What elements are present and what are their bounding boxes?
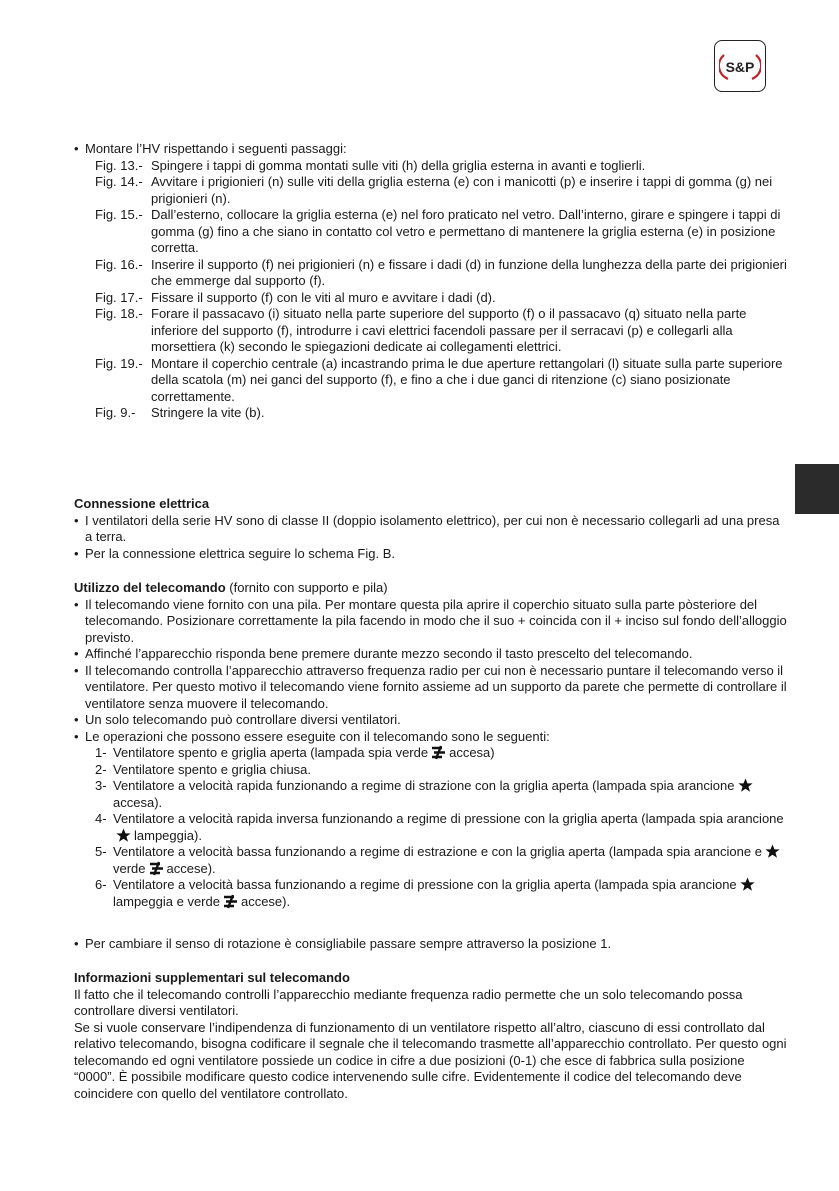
fig-step [74, 290, 789, 307]
remote-bullet: • Un solo telecomando può controllare diversi ventilatori. [74, 712, 789, 729]
logo-graphic [719, 48, 761, 84]
operation-text: verde [113, 860, 146, 876]
operation-text: Ventilatore spento e griglia chiusa. [113, 761, 312, 777]
operation-item [74, 844, 789, 877]
fig-label: Fig. 17.- [95, 289, 143, 305]
rotation-note [74, 936, 789, 953]
remote-heading: Utilizzo del telecomando [74, 580, 226, 595]
operation-item [74, 762, 789, 779]
fig-text: Inserire il supporto (f) nei prigionieri (n) e fissare i dadi (d) in funzione della lunghezza della parte dei prigionieri che emmerge dal supporto (f). [151, 256, 787, 288]
fig-label: Fig. 14.- [95, 174, 143, 189]
operation-number: 2- [95, 761, 107, 777]
fig-step [74, 158, 789, 175]
assembly-section [74, 141, 789, 422]
electrical-heading: Connessione elettrica [74, 496, 210, 511]
fig-text: Forare il passacavo (i) situato nella parte superiore del supporto (f) o il passacavo (q) situato nella parte inferiore del supporto (f), introdurre i cavi elettrici facendoli passare per il serracavi (p) e collegarli alla morsettiera (k) secondo le spiegazioni dedicate ai collegamenti elettrici. [151, 306, 747, 354]
electrical-bullet: • Per la connessione elettrica seguire lo schema Fig. B. [74, 546, 789, 563]
fig-text: Stringere la vite (b). [151, 405, 265, 420]
fig-text: Dall’esterno, collocare la griglia esterna (e) nel foro praticato nel vetro. Dall’interno, girare e spingere i tappi di gomma (g) fino a che siano in contatto col vetro e permettano di mantenere la griglia esterna (e) in posizione corretta. [151, 207, 781, 255]
operation-text: Ventilatore a velocità rapida funzionando a regime di strazione con la griglia aperta (lampada spia arancione [113, 778, 735, 793]
orange-lamp-icon [116, 828, 131, 843]
fig-label: Fig. 15.- [95, 207, 143, 222]
fig-label: Fig. 9.- [95, 405, 136, 420]
assembly-intro: • Montare l’HV rispettando i seguenti passaggi: [74, 141, 789, 158]
remote-heading-line [74, 580, 789, 597]
fig-label: Fig. 16.- [95, 256, 143, 272]
fig-step [74, 306, 789, 356]
operation-item [74, 778, 789, 811]
operation-text: accese). [240, 893, 291, 909]
operation-text: Ventilatore a velocità bassa funzionando a regime di pressione con la griglia aperta (lampada spia arancione [113, 877, 737, 892]
remote-bullet: • Il telecomando controlla l’apparecchio attraverso frequenza radio per cui non è necessario puntare il telecomando verso il ventilatore. Per questo motivo il telecomando viene fornito assieme ad un supporto da parete che permette di controllare il ventilatore senza muovere il telecomando. [74, 663, 789, 713]
operation-text: Ventilatore a velocità rapida inversa funzionando a regime di pressione con la griglia aperta (lampada spia arancione [113, 811, 784, 826]
info-heading: Informazioni supplementari sul telecomando [74, 970, 350, 985]
info-section [74, 970, 789, 1102]
operation-text: lampeggia). [134, 827, 202, 843]
operation-text: accesa). [113, 794, 163, 810]
operation-number: 1- [95, 745, 107, 760]
fig-step [74, 356, 789, 406]
fig-step [74, 207, 789, 257]
operation-number: 5- [95, 844, 107, 859]
green-lamp-icon [223, 894, 238, 909]
fig-step [74, 257, 789, 290]
operation-text: Ventilatore a velocità bassa funzionando a regime di estrazione e con la griglia aperta (lampada spia arancione e [113, 844, 762, 859]
operation-number: 6- [95, 877, 107, 892]
fig-label: Fig. 19.- [95, 355, 143, 371]
remote-heading-note: (fornito con supporto e pila) [225, 580, 388, 595]
info-paragraph: Se si vuole conservare l’indipendenza di funzionamento di un ventilatore rispetto all’altro, ciascuno di essi controllato dal relativo telecomando, bisogna codificare il segnale che il telecomando trasmette all’apparecchio controllato. Per questo ogni telecomando ed ogni ventilatore possiede un codice in cifre a due posizioni (0-1) che esce di fabbrica sulla posizione “0000”. È possibile modificare questo codice intervenendo sulle cifre. Evidentemente il codice del telecomando deve coincidere con quello del ventilatore controllato. [74, 1019, 787, 1101]
orange-lamp-icon [765, 844, 780, 859]
rotation-bullet: • Per cambiare il senso di rotazione è consigliabile passare sempre attraverso la posizione 1. [74, 936, 789, 953]
orange-lamp-icon [740, 877, 755, 892]
fig-step [74, 405, 789, 422]
electrical-section [74, 496, 789, 562]
fig-text: Montare il coperchio centrale (a) incastrando prima le due aperture rettangolari (l) situate sulla parte superiore della scatola (m) nei ganci del supporto (f), e fino a che i due ganci di ritenzione (c) siano posizionate correttamente. [151, 355, 783, 404]
brand-logo [714, 40, 766, 92]
remote-bullet: • Le operazioni che possono essere eseguite con il telecomando sono le seguenti: [74, 729, 789, 746]
fig-step [74, 174, 789, 207]
operation-number: 4- [95, 811, 107, 826]
info-paragraph: Il fatto che il telecomando controlli l’apparecchio mediante frequenza radio permette che un solo telecomando possa controllare diversi ventilatori. [74, 986, 743, 1018]
orange-lamp-icon [738, 778, 753, 793]
operation-text: lampeggia e verde [113, 893, 220, 909]
remote-bullet: • Affinché l’apparecchio risponda bene premere durante mezzo secondo il tasto prescelto del telecomando. [74, 646, 789, 663]
logo-text: S&P [725, 59, 755, 75]
remote-section [74, 580, 789, 910]
remote-bullet: • Il telecomando viene fornito con una pila. Per montare questa pila aprire il coperchio situato sulla parte pòsteriore del telecomando. Posizionare correttamente la pila facendo in modo che il suo + coincida con il + inciso sul fondo dell’alloggio previsto. [74, 597, 789, 647]
fig-text: Spingere i tappi di gomma montati sulle viti (h) della griglia esterna in avanti e toglierli. [151, 157, 646, 173]
green-lamp-icon [149, 861, 164, 876]
fig-text: Avvitare i prigionieri (n) sulle viti della griglia esterna (e) con i manicotti (p) e inserire i tappi di gomma (g) nei prigionieri (n). [151, 174, 773, 206]
operation-text: Ventilatore spento e griglia aperta (lampada spia verde [113, 745, 429, 760]
operation-item [74, 877, 789, 910]
electrical-bullet: • I ventilatori della serie HV sono di classe II (doppio isolamento elettrico), per cui non è necessario collegarli ad una presa a terra. [74, 513, 789, 546]
green-lamp-icon [431, 745, 446, 760]
operation-item [74, 811, 789, 844]
operation-text: accesa) [449, 745, 495, 760]
operation-item [74, 745, 789, 762]
operation-number: 3- [95, 778, 107, 793]
fig-text: Fissare il supporto (f) con le viti al muro e avvitare i dadi (d). [151, 289, 496, 305]
fig-label: Fig. 13.- [95, 157, 143, 173]
fig-label: Fig. 18.- [95, 306, 143, 321]
section-tab [795, 464, 839, 514]
operation-text: accese). [166, 860, 216, 876]
